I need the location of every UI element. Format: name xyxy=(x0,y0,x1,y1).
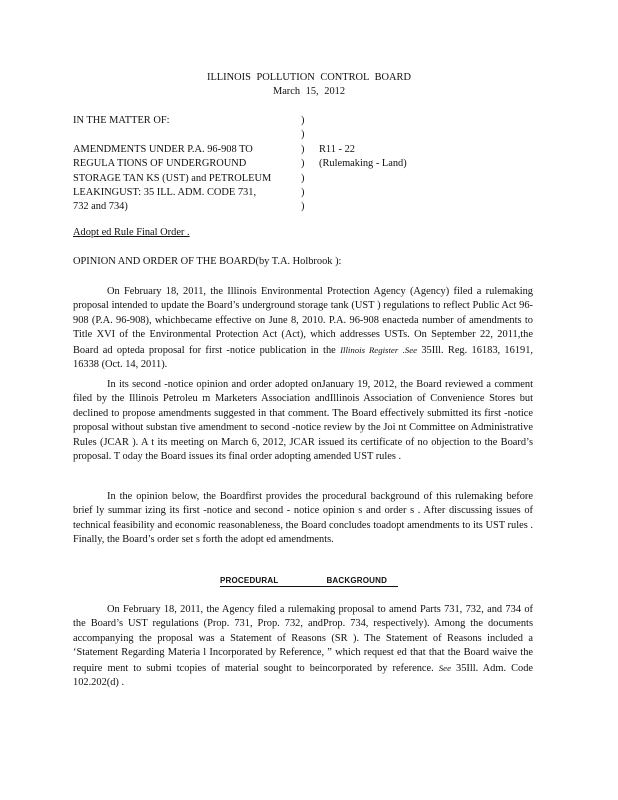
caption-parentheses xyxy=(301,114,311,215)
caption-docket-block xyxy=(319,143,519,172)
caption-line: 732 and 734) xyxy=(73,201,128,213)
paragraph-text: On February 18, 2011, the Agency filed a rulemaking proposal to amend Parts 731, 732, and 734 of the Board’s UST regulations (Prop. 731, Prop. 732, andProp. 734, respectively). Among the documents accompanying the proposal was a Statement of Reasons (SR ). The Statement of Reasons included a ‘Statement Regarding Materia l Incorporated by Reference, ” which request ed that that the Board waive the require ment to submi tcopies of material sought to beincorporated by reference. xyxy=(73,604,533,674)
board-name: ILLINOIS POLLUTION CONTROL BOARD xyxy=(206,72,411,83)
see-signal: .See xyxy=(402,344,418,355)
caption-line: STORAGE TAN KS (UST) and PETROLEUM xyxy=(73,172,272,184)
section-word: BACKGROUND xyxy=(326,576,388,585)
paragraph-overview: In the opinion below, the Boardfirst provides the procedural background of this rulemaking before brief ly summar izing its first -notice and second - notice opinion s and order s . After discussing issues of technical feasibility and economic reasonableness, the Board concludes toadopt amendments to its UST rules . Finally, the Board’s order set s forth the adopt ed amendments. xyxy=(73,491,533,546)
see-signal: See xyxy=(438,662,451,673)
paren: ) xyxy=(301,172,305,184)
adopted-rule-label: Adopt ed Rule Final Order . xyxy=(73,227,190,238)
paren: ) xyxy=(301,186,305,198)
section-heading-procedural-background xyxy=(220,575,398,587)
caption-line: AMENDMENTS UNDER P.A. 96-908 TO xyxy=(73,143,253,155)
section-word: PROCEDURAL xyxy=(220,576,279,585)
paren: ) xyxy=(301,158,305,170)
in-the-matter: IN THE MATTER OF: xyxy=(73,115,170,126)
paragraph-text: 35Ill. Adm. Code 102.202(d) . xyxy=(73,662,534,689)
paragraph-text: 35Ill. Reg. 16183, 16191, 16338 (Oct. 14, 2011). xyxy=(73,344,533,371)
paragraph-procedural xyxy=(73,603,533,690)
caption-title-block xyxy=(73,114,293,215)
caption-line: LEAKINGUST: 35 ILL. ADM. CODE 731, xyxy=(73,186,257,198)
docket-number: R11 - 22 xyxy=(319,143,355,155)
caption-gap xyxy=(73,128,293,142)
paren: ) xyxy=(301,143,305,155)
case-caption xyxy=(73,114,543,214)
journal-citation: Illinois Register xyxy=(340,344,399,355)
paragraph-text: On February 18, 2011, the Illinois Environmental Protection Agency (Agency) filed a rulemaking proposal intended to update the Board’s underground storage tank (UST ) regulations to reflect Public Act 96-908 (P.A. 96-908), whichbecame effective on June 8, 2010. P.A. 96-908 enacteda number of amendments to Title XVI of the Environmental Protection Act (Act), which addresses USTs. On September 22, 2011,the Board ad opteda proposal for first -notice publication in the xyxy=(73,286,533,356)
paragraph-second-notice: In its second -notice opinion and order adopted onJanuary 19, 2012, the Board reviewed a comment filed by the Illinois Petroleu m Marketers Association andIllinois Association of Convenience Stores but declined to propose amendments suggested in that comment. The Board effectively submitted its first -notice proposal without substan tive amendment to second -notice review by the Joi nt Committee on Administrative Rules (JCAR ). A t its meeting on March 6, 2012, JCAR issued its certificate of no objection to the Board’s proposal. T oday the Board issues its final order adopting amended UST rules . xyxy=(73,379,533,463)
paragraph-intro xyxy=(73,285,533,372)
document-header xyxy=(0,71,618,100)
caption-line: REGULA TIONS OF UNDERGROUND xyxy=(73,158,247,170)
paren: ) xyxy=(301,201,305,213)
order-date: March 15, 2012 xyxy=(272,86,346,98)
paren: ) xyxy=(301,129,305,141)
opinion-heading: OPINION AND ORDER OF THE BOARD(by T.A. Holbrook ): xyxy=(73,256,342,267)
paren: ) xyxy=(301,115,305,126)
proceeding-type: (Rulemaking - Land) xyxy=(319,158,407,170)
